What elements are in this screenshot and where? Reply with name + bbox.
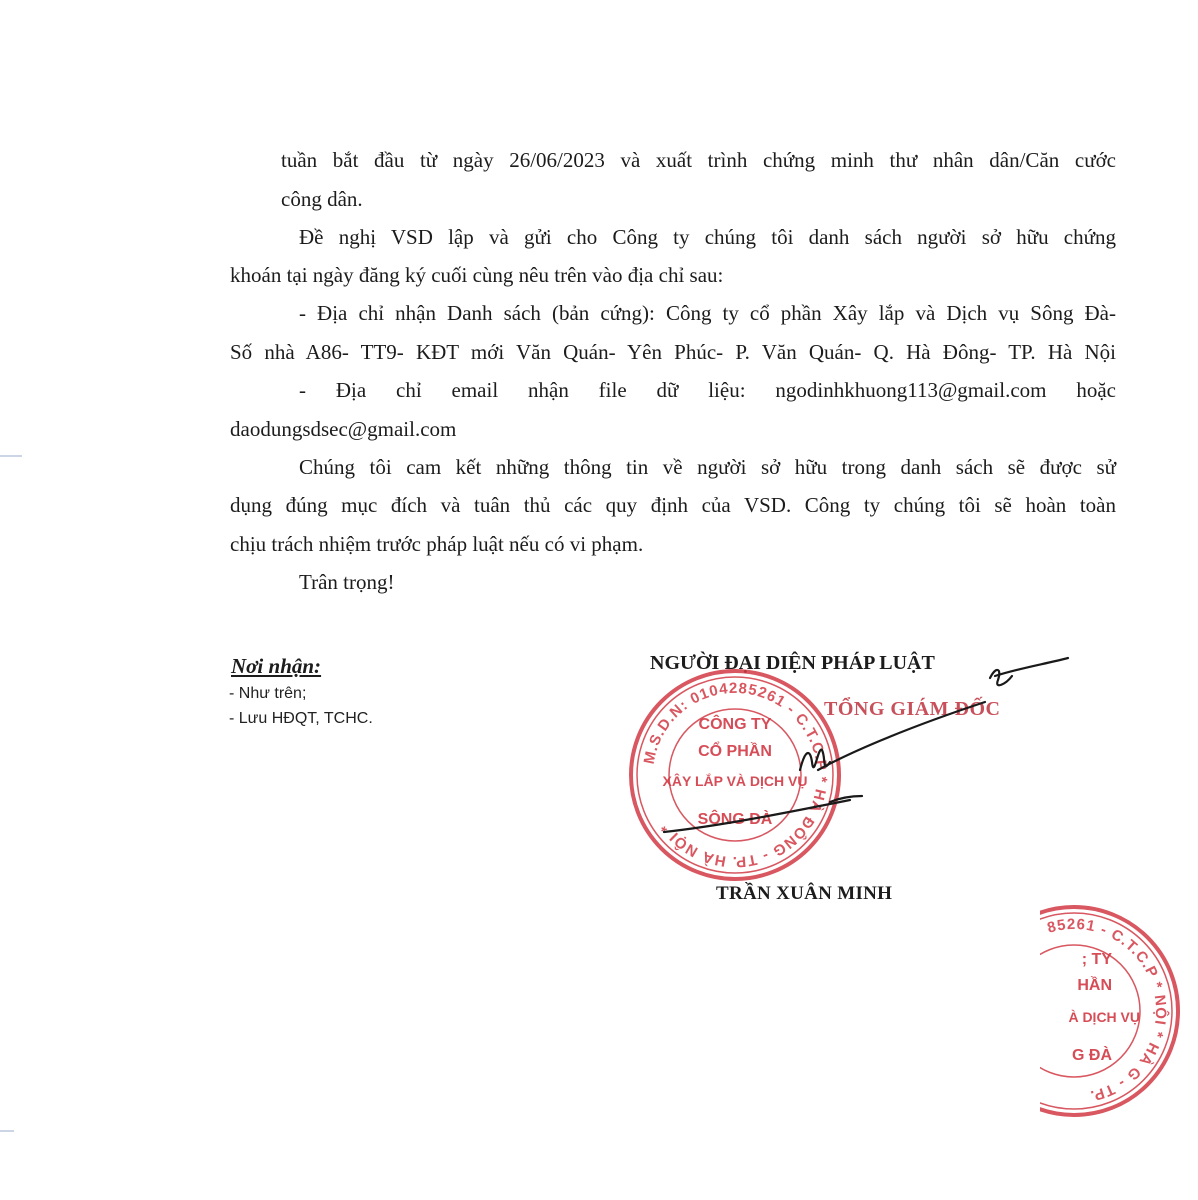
signer-name: TRẦN XUÂN MINH	[716, 883, 893, 904]
body-line: Đề nghị VSD lập và gửi cho Công ty chúng tôi danh sách người sở hữu chứng	[299, 225, 1116, 249]
stamp-center-line: CỔ PHẦN	[698, 743, 772, 760]
recipients-title: Nơi nhận:	[231, 654, 322, 678]
partial-stamp-ring-text: 85261 - C.T.C.P * NỘI * HÀ G - TP.	[1045, 915, 1170, 1105]
signature-title: NGƯỜI ĐẠI DIỆN PHÁP LUẬT	[650, 652, 935, 674]
body-line: daodungsdsec@gmail.com	[230, 417, 457, 441]
body-line: dụng đúng mục đích và tuân thủ các quy định của VSD. Công ty chúng tôi sẽ hoàn toàn	[230, 493, 1116, 517]
body-line: - Địa chỉ nhận Danh sách (bản cứng): Công ty cổ phần Xây lắp và Dịch vụ Sông Đà-	[299, 301, 1116, 325]
body-line: khoán tại ngày đăng ký cuối cùng nêu trên vào địa chỉ sau:	[230, 263, 724, 287]
recipient-item: - Như trên;	[229, 685, 307, 702]
body-line: chịu trách nhiệm trước pháp luật nếu có vi phạm.	[230, 532, 644, 556]
partial-stamp-line: ; TY	[1081, 951, 1112, 968]
partial-stamp-line: G ĐÀ	[1072, 1047, 1112, 1064]
closing-line: Trân trọng!	[299, 570, 395, 594]
signature-subtitle: TỔNG GIÁM ĐỐC	[824, 698, 1001, 720]
scan-margin-mark	[0, 1130, 14, 1132]
body-line: Chúng tôi cam kết những thông tin về người sở hữu trong danh sách sẽ được sử	[299, 455, 1116, 479]
body-line: Số nhà A86- TT9- KĐT mới Văn Quán- Yên Phúc- P. Văn Quán- Q. Hà Đông- TP. Hà Nội	[230, 340, 1116, 364]
stamp-ring-text: M.S.D.N: 0104285261 - C.T.C.P * HÀ ĐÔNG - TP. HÀ NỘI *	[640, 679, 831, 871]
body-line: công dân.	[281, 187, 363, 211]
body-line: - Địa chỉ email nhận file dữ liệu: ngodinhkhuong113@gmail.com hoặc	[299, 378, 1116, 402]
handwritten-signature	[640, 650, 1080, 850]
stamp-center-line: XÂY LẮP VÀ DỊCH VỤ	[662, 773, 808, 789]
body-line: tuần bắt đầu từ ngày 26/06/2023 và xuất trình chứng minh thư nhân dân/Căn cước	[281, 148, 1116, 172]
partial-stamp-line: À DỊCH VỤ	[1068, 1009, 1140, 1025]
stamp-center-line: CÔNG TY	[698, 716, 772, 733]
partial-stamp	[1040, 902, 1198, 1120]
recipient-item: - Lưu HĐQT, TCHC.	[229, 710, 373, 727]
partial-stamp-line: HẦN	[1077, 977, 1112, 994]
scan-margin-mark	[0, 455, 22, 457]
stamp-center-line: SÔNG ĐÀ	[697, 811, 773, 828]
